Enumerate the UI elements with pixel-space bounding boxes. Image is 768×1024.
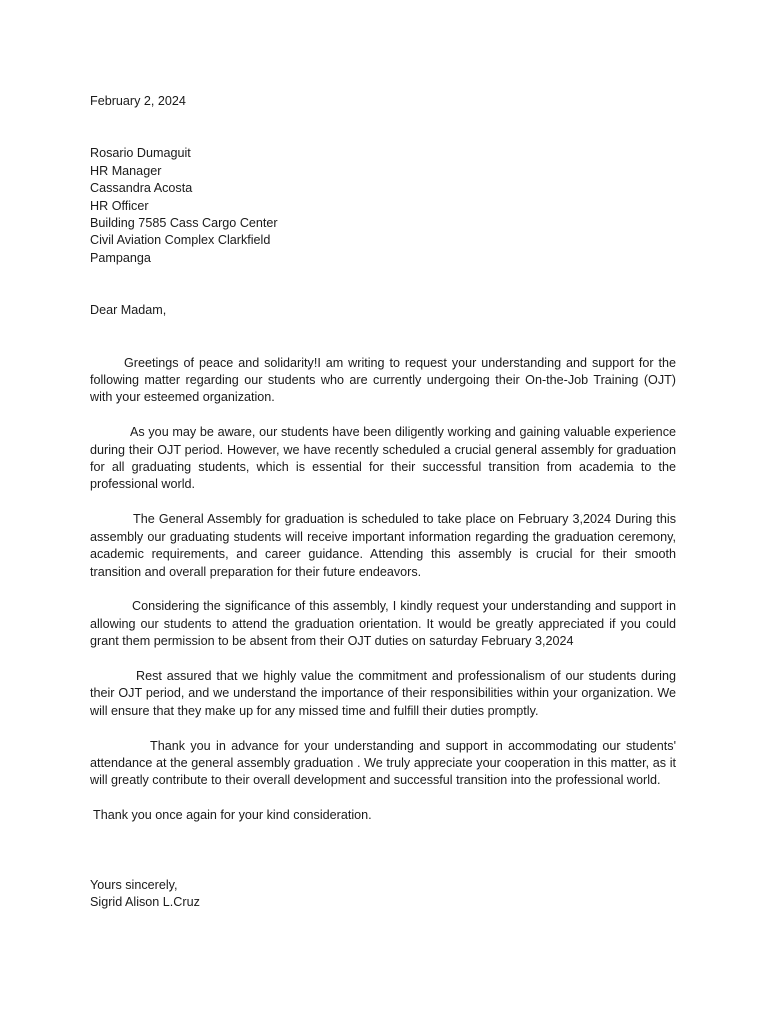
recipient-address-province: Pampanga (90, 250, 151, 265)
paragraph-context: As you may be aware, our students have been diligently working and gaining valuable experience during their OJT period. However, we have recently scheduled a crucial general assembly for graduation for all graduating students, which is essential for their successful transition from academia to the professional world. (90, 425, 676, 492)
paragraph-request: Considering the significance of this assembly, I kindly request your understanding and support in allowing our students to attend the graduation orientation. It would be greatly appreciated if you could grant them permission to be absent from their OJT duties on saturday February 3,2024 (90, 599, 676, 649)
salutation: Dear Madam, (90, 303, 167, 318)
recipient-name-1: Rosario Dumaguit (90, 146, 191, 161)
paragraph-greeting: Greetings of peace and solidarity!I am writing to request your understanding and support for the following matter regarding our students who are currently undergoing their On-the-Job Training (OJT) with your esteemed organization. (90, 355, 676, 405)
paragraph-thanks: Thank you in advance for your understanding and support in accommodating our students' attendance at the general assembly graduation . We truly appreciate your cooperation in this matter, as it will greatly contribute to their overall development and successful transition into the professional world. (90, 738, 676, 788)
recipient-title-2: HR Officer (90, 198, 149, 213)
paragraph-assurance: Rest assured that we highly value the commitment and professionalism of our students during their OJT period, and we understand the importance of their responsibilities within your organization. We will ensure that they make up for any missed time and fulfill their duties promptly. (90, 668, 676, 718)
paragraph-assembly-schedule: The General Assembly for graduation is scheduled to take place on February 3,2024 During this assembly our graduating students will receive important information regarding the graduation ceremony, academic requirements, and career guidance. Attending this assembly is crucial for their smooth transition and overall preparation for their future endeavors. (90, 512, 676, 579)
signer-name: Sigrid Alison L.Cruz (90, 894, 200, 909)
letter-body (90, 93, 676, 911)
recipient-address-building: Building 7585 Cass Cargo Center (90, 216, 278, 231)
closing-thanks: Thank you once again for your kind consideration. (93, 808, 372, 823)
recipient-address-complex: Civil Aviation Complex Clarkfield (90, 233, 271, 248)
recipient-name-2: Cassandra Acosta (90, 181, 193, 196)
signature-block (90, 877, 676, 912)
recipient-title-1: HR Manager (90, 163, 162, 178)
complimentary-close: Yours sincerely, (90, 877, 178, 892)
letter-date: February 2, 2024 (90, 94, 186, 108)
recipient-address-block (90, 145, 676, 267)
